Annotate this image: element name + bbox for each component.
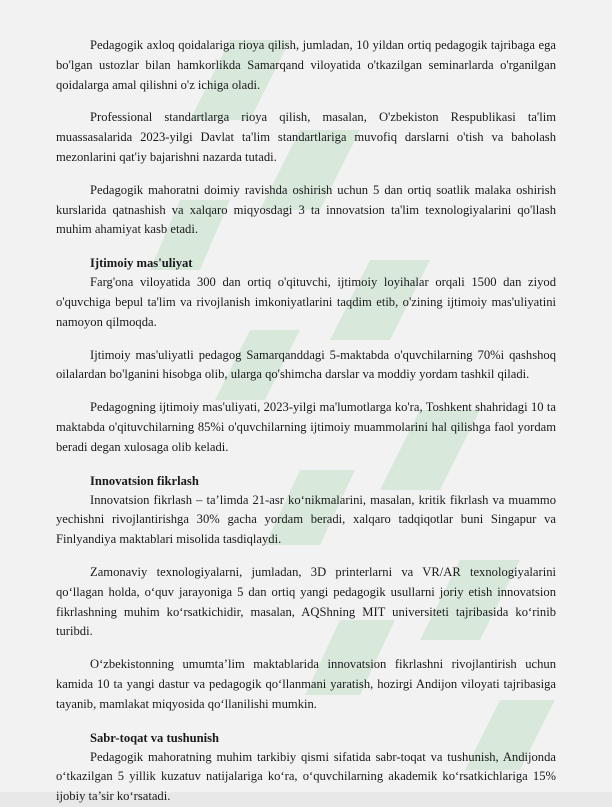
intro-paragraph-3: Pedagogik mahoratni doimiy ravishda oshirish uchun 5 dan ortiq soatlik malaka oshirish kurslarida qatnashish va xalqaro miqyosdagi 3 ta innovatsion ta'lim texnologiyalarini qo'llash muhim ahamiyat kasb etadi. <box>56 182 556 237</box>
section-paragraph: O‘zbekistonning umumta’lim maktablarida innovatsion fikrlashni rivojlantirish uchun kamida 10 ta yangi dastur va pedagogik qo‘llanmani yaratish, hozirgi Andijon viloyati tajribasiga tayanib, mamlakat miqyosida qo‘llanilishi mumkin. <box>56 657 556 711</box>
section-paragraph: Farg'ona viloyatida 300 dan ortiq o'qituvchi, ijtimoiy loyihalar orqali 1500 dan ziyod o'quvchiga bepul ta'lim va rivojlanish imkoniyatlarini taqdim etib, o'zining ijtimoiy mas'uliyatini namoyon qilmoqda. <box>56 275 556 329</box>
section-paragraph: Ijtimoiy mas'uliyatli pedagog Samarqanddagi 5-maktabda o'quvchilarning 70%i qashshoq oilalardan bo'lganini hisobga olib, ularga qo'shimcha darslar va moddiy yordam tashkil qiladi. <box>56 347 556 382</box>
section-heading: Innovatsion fikrlash <box>90 473 199 488</box>
section-paragraph: Innovatsion fikrlash – ta’limda 21-asr ko‘nikmalarini, masalan, kritik fikrlash va muammo yechishni rivojlantirishga 30% gacha yordam beradi, xalqaro tadqiqotlar buni Singapur va Finlyandiya maktablari misolida tasdiqlaydi. <box>56 492 556 547</box>
section-patience-understanding <box>56 729 556 807</box>
section-innovative-thinking <box>56 472 556 715</box>
section-heading: Ijtimoiy mas'uliyat <box>90 256 193 271</box>
intro-paragraph-2: Professional standartlarga rioya qilish, masalan, O'zbekiston Respublikasi ta'lim muassasalarida 2023-yilgi Davlat ta'lim standartlariga muvofiq darslarni o'tish va baholash mezonlarini qat'iy bajarishni nazarda tutadi. <box>56 110 556 164</box>
section-paragraph: Zamonaviy texnologiyalarni, jumladan, 3D printerlarni va VR/AR texnologiyalarini qo‘llagan holda, o‘quv jarayoniga 5 dan ortiq yangi pedagogik usullarni joriy etish innovatsion fikrlashning muhim ko‘rsatkichidir, masalan, AQShning MIT universiteti tajribasida ko‘rinib turibdi. <box>56 564 556 639</box>
intro-paragraph-1: Pedagogik axloq qoidalariga rioya qilish, jumladan, 10 yildan ortiq pedagogik tajribaga ega bo'lgan ustozlar bilan hamkorlikda Samarqand viloyatida o'tkazilgan seminarlarda o'rganilgan qoidalarga amal qilishni o'z ichiga oladi. <box>56 38 556 92</box>
document-body <box>56 36 556 807</box>
section-paragraph: Pedagogik mahoratning muhim tarkibiy qismi sifatida sabr-toqat va tushunish, Andijonda o‘tkazilgan 5 yillik kuzatuv natijalariga ko‘ra, o‘quvchilarning akademik ko‘rsatkichlariga 15% ijobiy ta’sir ko‘rsatadi. <box>56 749 556 804</box>
section-social-responsibility <box>56 254 556 457</box>
section-paragraph: Pedagogning ijtimoiy mas'uliyati, 2023-yilgi ma'lumotlarga ko'ra, Toshkent shahridagi 10 ta maktabda o'qituvchilarning 85%i o'quvchilarning ijtimoiy muammolarini hal qilishga faol yordam beradi degan xulosaga olib keladi. <box>56 400 556 454</box>
section-heading: Sabr-toqat va tushunish <box>90 730 220 745</box>
